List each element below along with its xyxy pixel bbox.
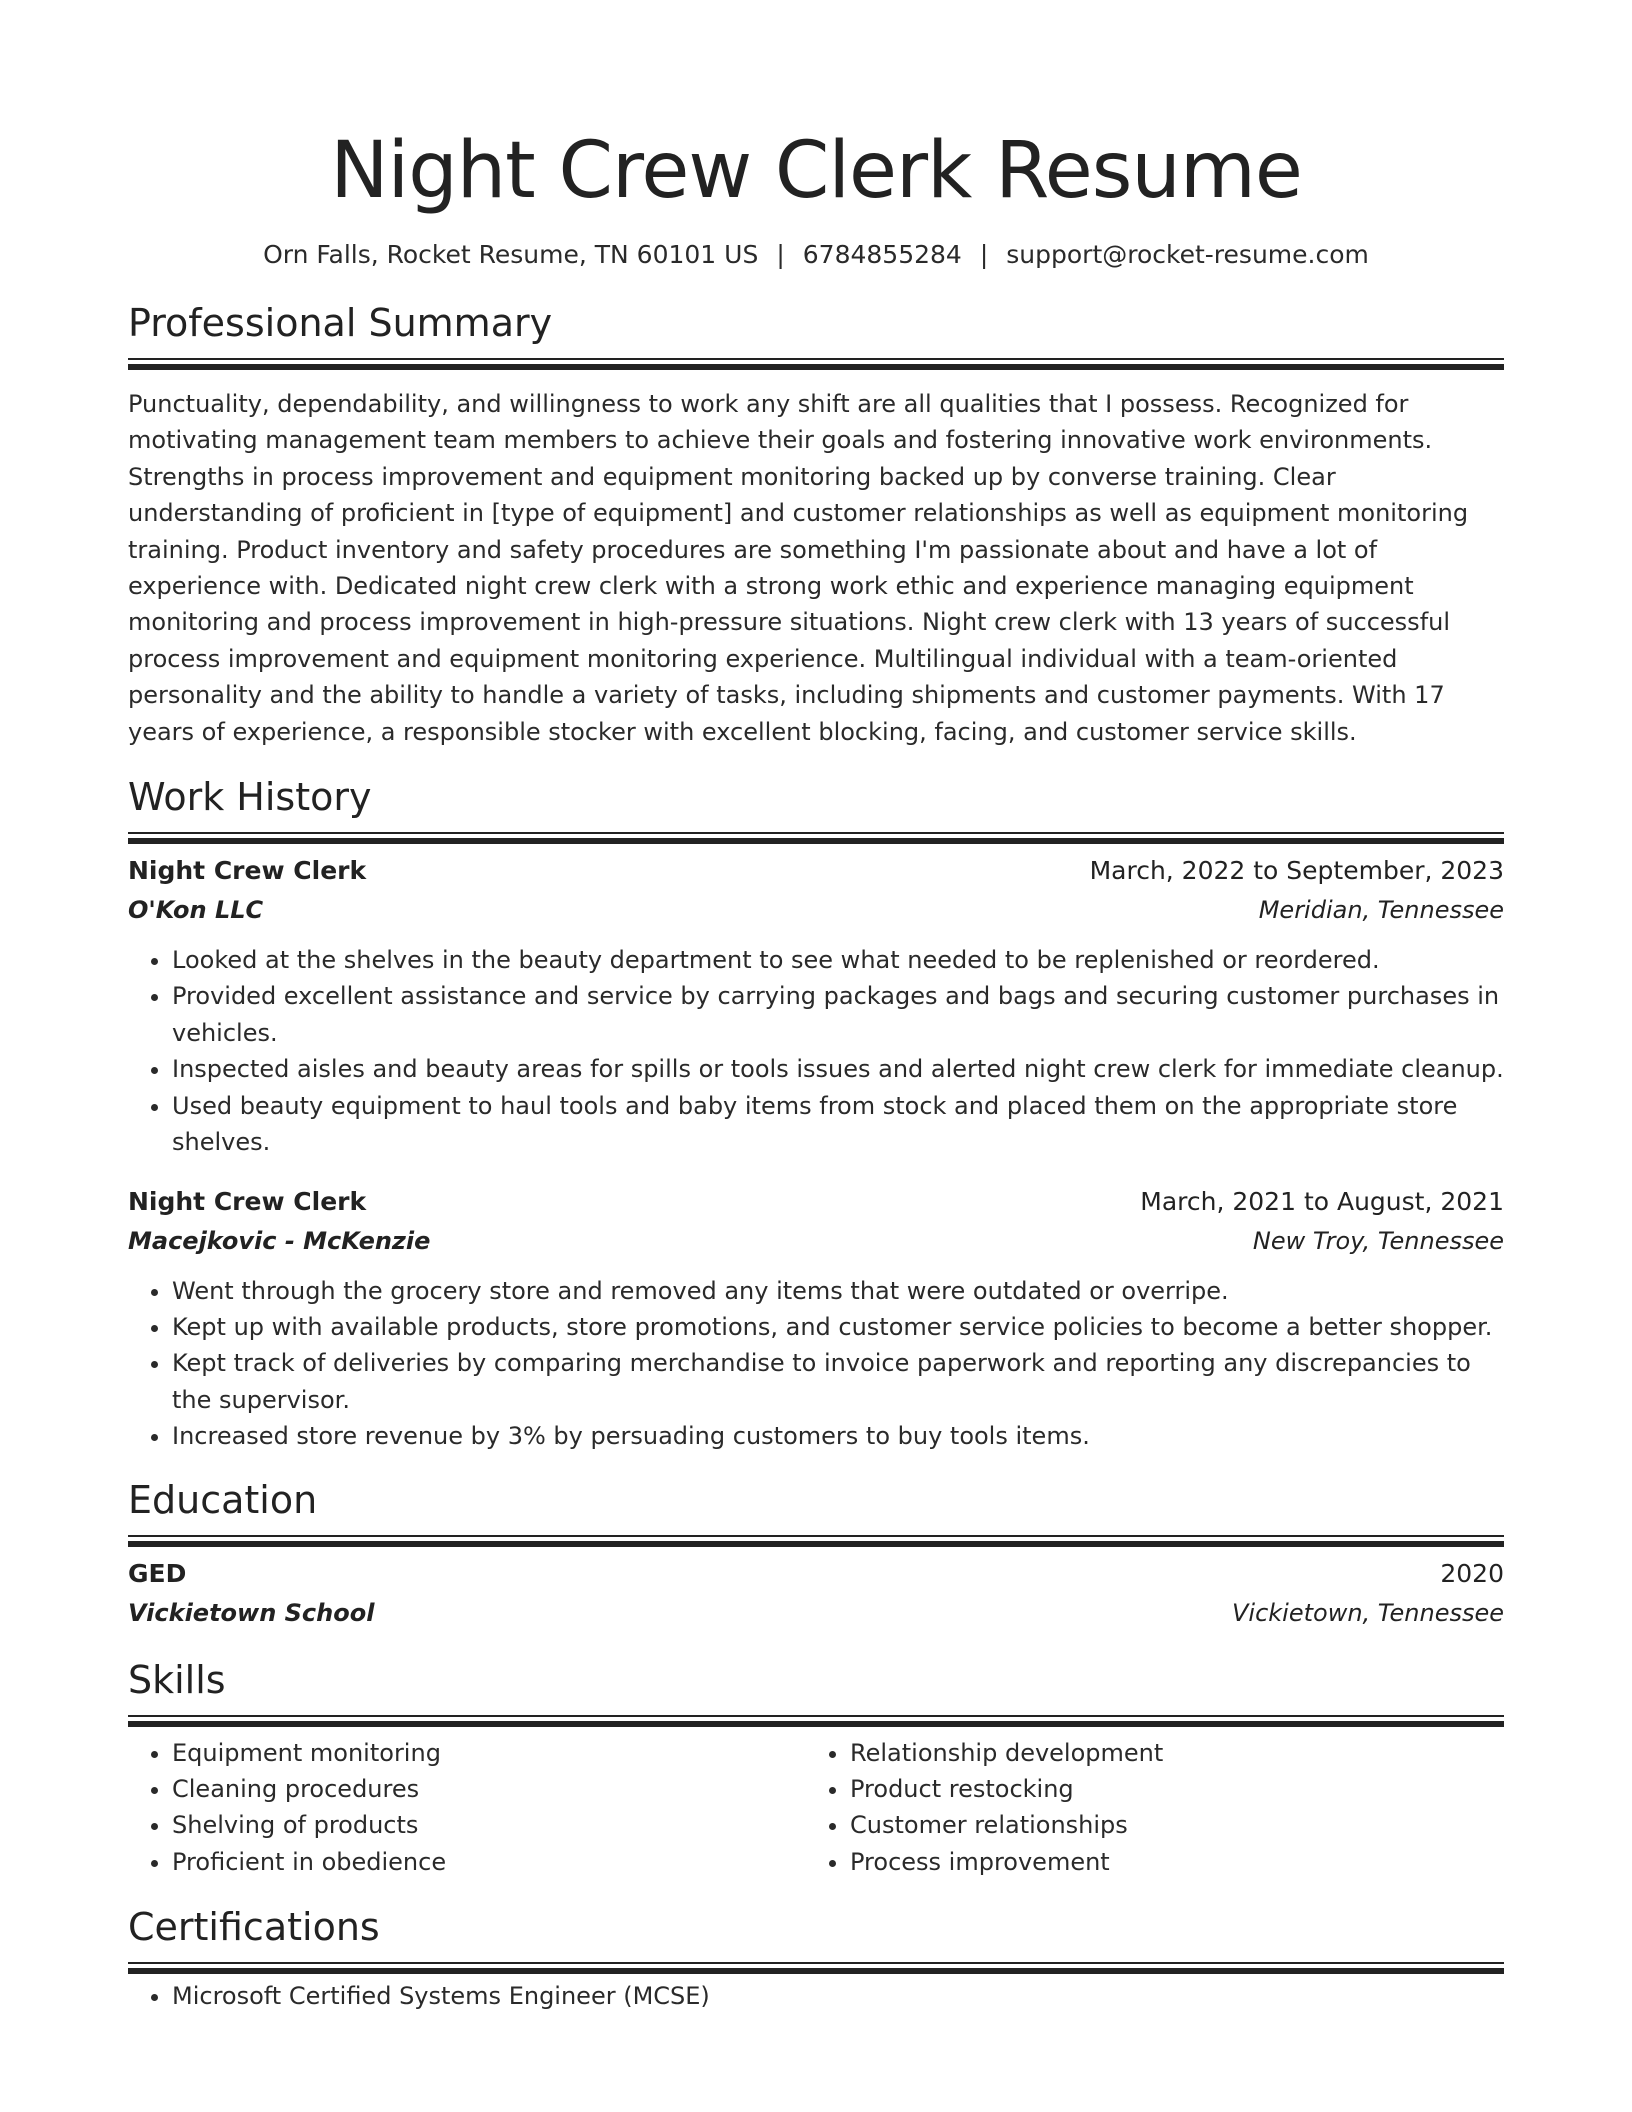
skills-grid xyxy=(128,1735,1504,1881)
contact-line xyxy=(128,238,1504,272)
skill-item: • Proficient in obedience xyxy=(172,1844,806,1880)
contact-separator: | xyxy=(979,240,989,269)
skills-section xyxy=(128,1655,1504,1881)
section-heading-education: Education xyxy=(128,1477,318,1522)
resume-title: Night Crew Clerk Resume xyxy=(330,126,1302,216)
skills-right-column xyxy=(806,1735,1484,1881)
summary-section xyxy=(128,298,1504,750)
education-year: 2020 xyxy=(1440,1558,1504,1588)
job-company: Macejkovic - McKenzie xyxy=(128,1226,431,1255)
job-location: New Troy, Tennessee xyxy=(1252,1226,1504,1255)
job-bullets xyxy=(128,1273,1504,1455)
job-company: O'Kon LLC xyxy=(128,896,264,925)
skills-left-column xyxy=(128,1735,806,1881)
skill-item: • Product restocking xyxy=(850,1771,1484,1807)
education-school: Vickietown School xyxy=(128,1598,375,1627)
list-item: • Inspected aisles and beauty areas for spills or tools issues and alerted night crew clerk for immediate cleanup. xyxy=(172,1051,1504,1087)
certification-item: • Microsoft Certified Systems Engineer (MCSE) xyxy=(172,1978,1504,2014)
job-bullets xyxy=(128,942,1504,1160)
section-heading-work: Work History xyxy=(128,775,372,820)
skill-item: • Customer relationships xyxy=(850,1807,1484,1843)
skill-item: • Shelving of products xyxy=(172,1807,806,1843)
skill-item: • Relationship development xyxy=(850,1735,1484,1771)
certifications-section xyxy=(128,1902,1504,2014)
list-item: • Provided excellent assistance and service by carrying packages and bags and securing customer purchases in vehicles. xyxy=(172,978,1504,1051)
job-dates: March, 2021 to August, 2021 xyxy=(1140,1186,1504,1216)
list-item: • Kept up with available products, store promotions, and customer service policies to become a better shopper. xyxy=(172,1309,1504,1345)
list-item: • Kept track of deliveries by comparing merchandise to invoice paperwork and reporting any discrepancies to the supervisor. xyxy=(172,1345,1504,1418)
education-location: Vickietown, Tennessee xyxy=(1232,1598,1504,1627)
work-section xyxy=(128,772,1504,1454)
list-item: • Increased store revenue by 3% by persuading customers to buy tools items. xyxy=(172,1418,1504,1454)
certification-list xyxy=(128,1978,1504,2014)
section-divider xyxy=(128,832,1504,834)
section-divider xyxy=(128,1962,1504,1964)
job-entry xyxy=(128,1183,1504,1455)
contact-phone: 6784855284 xyxy=(802,240,962,269)
job-dates: March, 2022 to September, 2023 xyxy=(1089,856,1504,886)
contact-address: Orn Falls, Rocket Resume, TN 60101 US xyxy=(263,240,759,269)
section-divider xyxy=(128,358,1504,360)
skill-item: • Process improvement xyxy=(850,1844,1484,1880)
summary-text: Punctuality, dependability, and willingness to work any shift are all qualities that I possess. Recognized for motivating management team members to achieve their goals and fostering innovative work environments. Strengths in process improvement and equipment monitoring backed up by converse training. Clear understanding of proficient in [type of equipment] and customer relationships as well as equipment monitoring training. Product inventory and safety procedures are something I'm passionate about and have a lot of experience with. Dedicated night crew clerk with a strong work ethic and experience managing equipment monitoring and process improvement in high-pressure situations. Night crew clerk with 13 years of successful process improvement and equipment monitoring experience. Multilingual individual with a team-oriented personality and the ability to handle a variety of tasks, including shipments and customer payments. With 17 years of experience, a responsible stocker with excellent blocking, facing, and customer service skills. xyxy=(128,390,1469,746)
skill-item: • Equipment monitoring xyxy=(172,1735,806,1771)
job-entry xyxy=(128,852,1504,1160)
section-heading-skills: Skills xyxy=(128,1657,226,1702)
job-location: Meridian, Tennessee xyxy=(1258,896,1504,925)
job-title: Night Crew Clerk xyxy=(128,1186,367,1216)
section-divider xyxy=(128,1535,1504,1537)
job-title: Night Crew Clerk xyxy=(128,856,367,886)
list-item: • Used beauty equipment to haul tools and baby items from stock and placed them on the appropriate store shelves. xyxy=(172,1088,1504,1161)
section-heading-certifications: Certifications xyxy=(128,1905,380,1950)
skill-item: • Cleaning procedures xyxy=(172,1771,806,1807)
contact-email: support@rocket-resume.com xyxy=(1006,240,1369,269)
list-item: • Went through the grocery store and removed any items that were outdated or overripe. xyxy=(172,1273,1504,1309)
contact-separator: | xyxy=(776,240,785,269)
section-divider xyxy=(128,1715,1504,1717)
section-heading-summary: Professional Summary xyxy=(128,301,553,345)
education-section xyxy=(128,1475,1504,1633)
resume-page xyxy=(128,118,1504,2015)
list-item: • Looked at the shelves in the beauty department to see what needed to be replenished or reordered. xyxy=(172,942,1504,978)
education-degree: GED xyxy=(128,1558,187,1588)
